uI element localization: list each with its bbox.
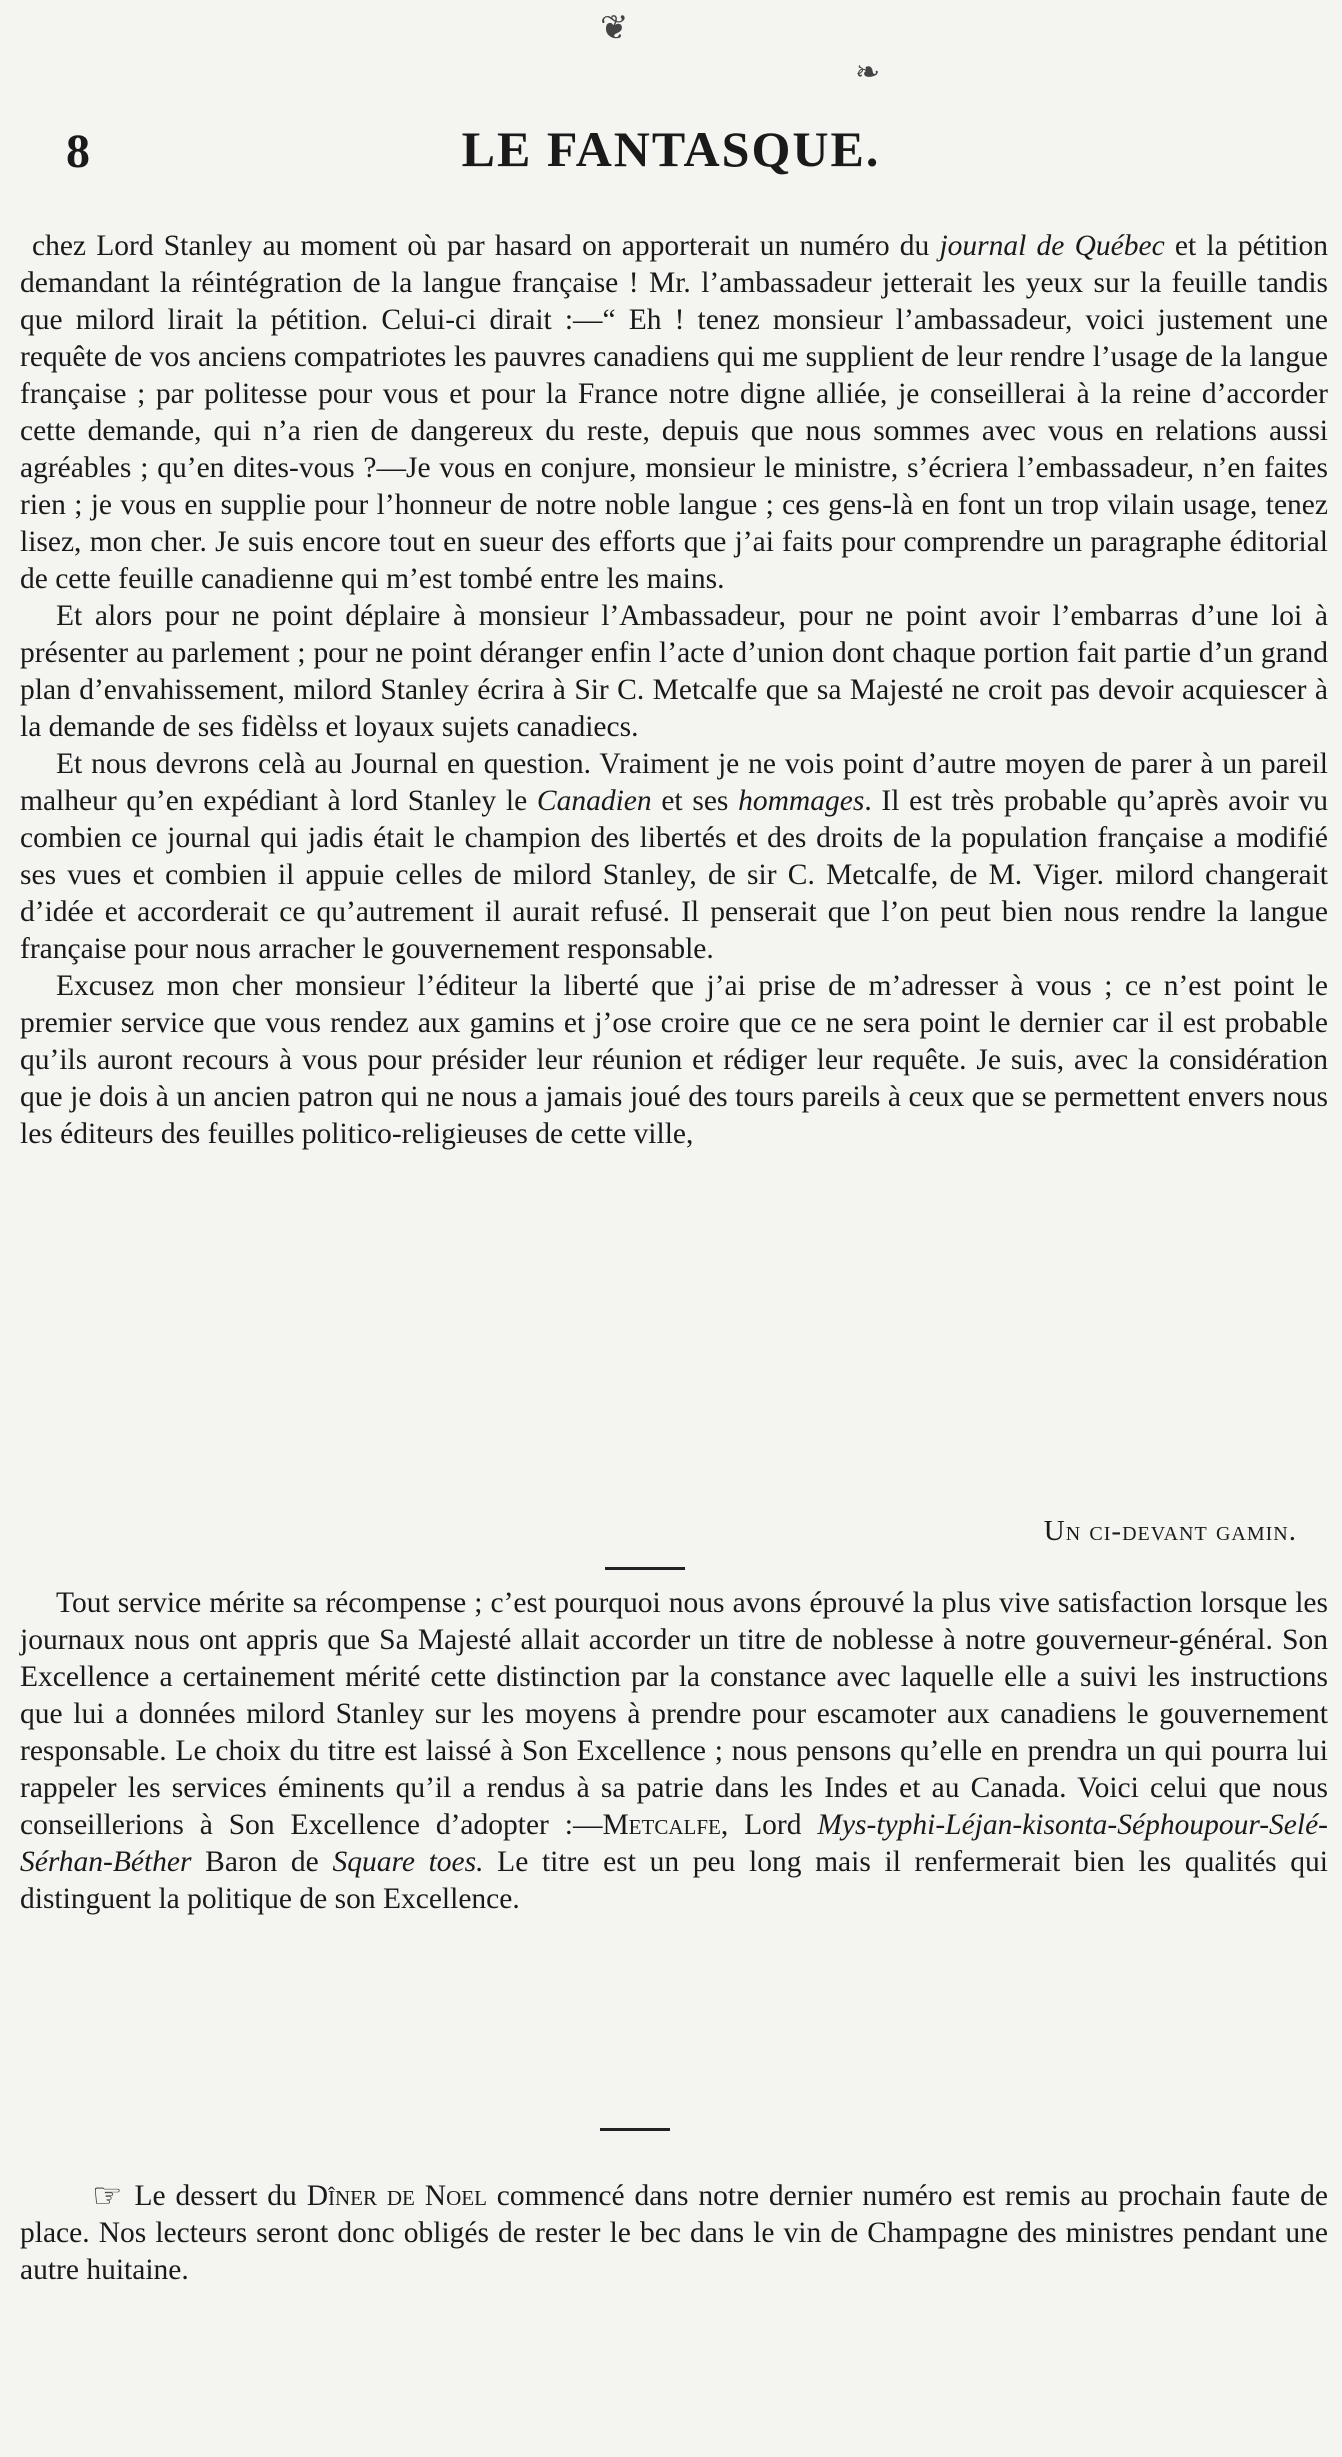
feature-title: Dîner de Noel [306,2180,487,2212]
letter-paragraph [20,746,1328,968]
letter-paragraph [20,228,1328,598]
printer-mark-icon: ❦ [600,10,629,47]
article-paragraph [20,1585,1328,1918]
section-divider [605,1567,685,1570]
text-run: , Lord [720,1809,818,1841]
text-run: commencé dans notre dernier numéro est remis au prochain faute de place. Nos lecteurs seront donc obligés de rester le bec dans le vin de Champagne des ministres pendant une autre huitaine. [20,2180,1328,2286]
letter-paragraph: Excusez mon cher monsieur l’éditeur la liberté que j’ai prise de m’adresser à vous ; ce n’est point le premier service que vous rendez aux gamins et j’ose croire que ce ne sera point le dernier car il est probable qu’ils auront recours à vous pour présider leur réunion et rédiger leur requête. Je suis, avec la considération que je dois à un ancien patron qui ne nous a jamais joué des tours pareils à ceux que se permettent envers nous les éditeurs des feuilles politico-religieuses de cette ville, [20,970,1328,1150]
masthead-title: LE FANTASQUE. [461,121,881,177]
text-run: Le titre est un peu long mais il renfermerait bien les qualités qui distinguent la politique de son Excellence. [20,1846,1329,1915]
mock-title: Square toes. [332,1846,484,1878]
text-run: Tout service mérite sa récompense ; c’est pourquoi nous avons éprouvé la plus vive satisfaction lorsque les journaux nous ont appris que Sa Majesté allait accorder un titre de noblesse à notre gouverneur-général. Son Excellence a certainement mérité cette distinction par la constance avec laquelle elle a suivi les instructions que lui a données milord Stanley sur les moyens à prendre pour escamoter aux canadiens le gouvernement responsable. Le choix du titre est laissé à Son Excellence ; nous pensons qu’elle en prendra un qui pourra lui rappeler les services éminents qu’il a rendus à sa patrie dans les Indes et au Canada. Voici celui que nous conseillerions à Son Excellence d’adopter :— [20,1587,1328,1841]
article-body [20,1585,1328,1918]
newspaper-name: journal de Québec [939,230,1165,262]
page-number: 8 [66,125,90,178]
page-header [40,120,1302,200]
mock-title: Mys-typhi-Léjan-kisonta-Séphoupour-Selé-Sérhan-Béther [20,1809,1328,1878]
notice-paragraph [20,2178,1328,2289]
newspaper-name: Canadien [536,785,652,817]
text-run: Le dessert du [134,2180,307,2212]
printer-mark-icon: ❧ [855,56,881,89]
text-run: Et nous devrons celà au Journal en question. Vraiment je ne vois point d’autre moyen de parer à un pareil malheur qu’en expédiant à lord Stanley le [20,748,1328,817]
text-run: . Il est très probable qu’après avoir vu combien ce journal qui jadis était le champion des libertés et des droits de la population française a modifié ses vues et combien il appuie celles de milord Stanley, de sir C. Metcalfe, de M. Viger. milord changerait d’idée et accorderait ce qu’autrement il aurait refusé. Il penserait que l’on peut bien nous rendre la langue française pour nous arracher le gouvernement responsable. [20,785,1328,965]
letter-paragraph: Et alors pour ne point déplaire à monsieur l’Ambassadeur, pour ne point avoir l’embarras d’une loi à présenter au parlement ; pour ne point déranger enfin l’acte d’union dont chaque portion fait partie d’un grand plan d’envahissement, milord Stanley écrira à Sir C. Metcalfe que sa Majesté ne croit pas devoir acquiescer à la demande de ses fidèlss et loyaux sujets canadiecs. [20,600,1328,743]
text-run: Baron de [191,1846,333,1878]
text-run: et la pétition demandant la réintégration de la langue française ! Mr. l’ambassadeur jetterait les yeux sur la feuille tandis que milord lirait la pétition. Celui-ci dirait :—“ Eh ! tenez monsieur l’ambassadeur, voici justement une requête de vos anciens compatriotes les pauvres canadiens qui me supplient de leur rendre l’usage de la langue française ; par politesse pour vous et pour la France notre digne alliée, je conseillerai à la reine d’accorder cette demande, qui n’a rien de dangereux du reste, depuis que nous sommes avec vous en relations aussi agréables ; qu’en dites-vous ?—Je vous en conjure, monsieur le ministre, s’écriera l’embassadeur, n’en faites rien ; je vous en supplie pour l’honneur de notre noble langue ; ces gens-là en font un trop vilain usage, tenez lisez, mon cher. Je suis encore tout en sueur des efforts que j’ai faits pour comprendre un paragraphe éditorial de cette feuille canadienne qui m’est tombé entre les mains. [20,230,1328,595]
text-run: et ses [651,785,739,817]
letter-body [20,228,1328,1153]
pointing-hand-icon: ☞ [92,2178,123,2215]
italic-word: hommages [738,785,865,817]
letter-signature: Un ci-devant gamin. [1043,1515,1297,1547]
name-smallcaps: Metcalfe [602,1809,721,1841]
text-run: chez Lord Stanley au moment où par hasard on apporterait un numéro du [32,230,940,262]
notice-body [20,2178,1328,2289]
section-divider [600,2128,670,2131]
